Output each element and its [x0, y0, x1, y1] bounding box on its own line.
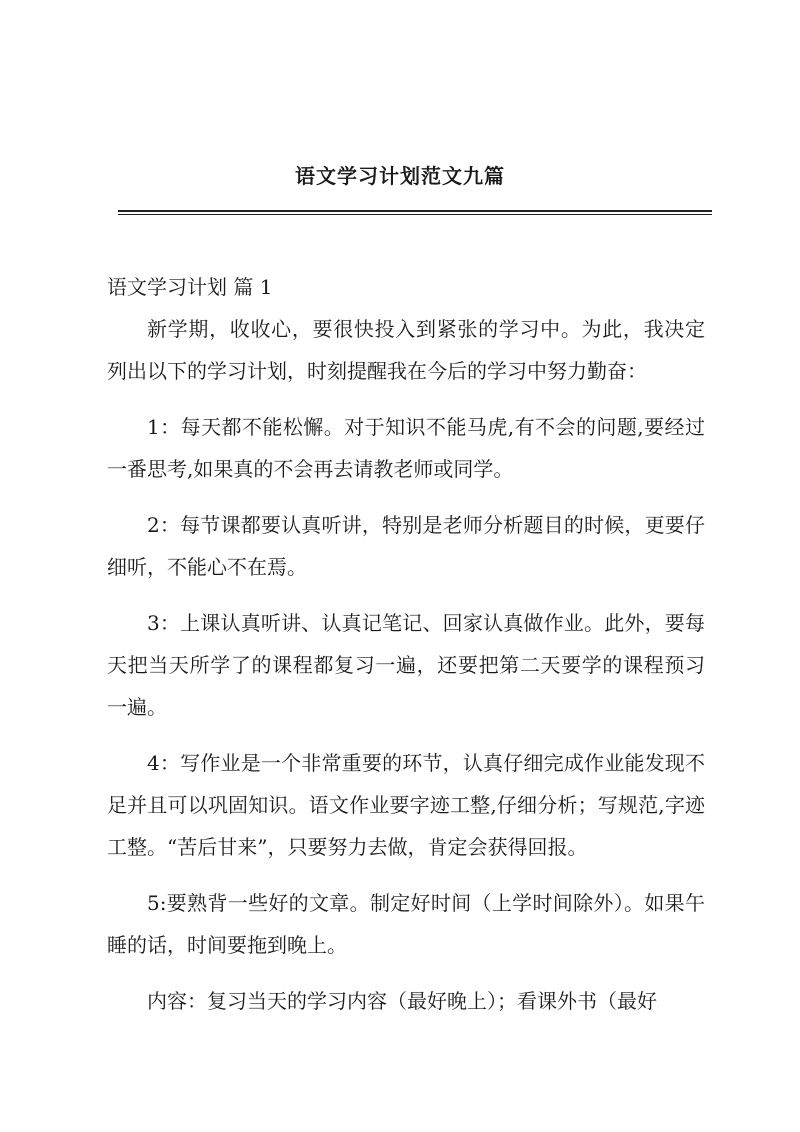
title-rule-thick — [118, 210, 712, 212]
paragraph-item-1: 1：每天都不能松懈。对于知识不能马虎,有不会的问题,要经过一番思考,如果真的不会再去请教老师或同学。 — [107, 415, 705, 481]
document-body — [107, 266, 705, 1036]
paragraph-content: 内容：复习当天的学习内容（最好晚上）；看课外书（最好 — [147, 989, 657, 1013]
title-rule-thin — [118, 214, 712, 215]
paragraph-item-4: 4：写作业是一个非常重要的环节，认真仔细完成作业能发现不足并且可以巩固知识。语文作业要字迹工整,仔细分析；写规范,字迹工整。“苦后甘来”，只要努力去做，肯定会获得回报。 — [107, 751, 705, 859]
paragraph-item-5: 5:要熟背一些好的文章。制定好时间（上学时间除外）。如果午睡的话，时间要拖到晚上。 — [107, 891, 705, 957]
document-title: 语文学习计划范文九篇 — [295, 164, 505, 188]
paragraph-item-3: 3：上课认真听讲、认真记笔记、回家认真做作业。此外，要每天把当天所学了的课程都复习一遍，还要把第二天要学的课程预习一遍。 — [107, 611, 705, 719]
paragraph-item-2: 2：每节课都要认真听讲，特别是老师分析题目的时候，更要仔细听，不能心不在焉。 — [107, 513, 705, 579]
section-heading: 语文学习计划 篇 1 — [107, 275, 273, 299]
paragraph-intro: 新学期，收收心，要很快投入到紧张的学习中。为此，我决定列出以下的学习计划，时刻提醒我在今后的学习中努力勤奋： — [107, 317, 705, 383]
